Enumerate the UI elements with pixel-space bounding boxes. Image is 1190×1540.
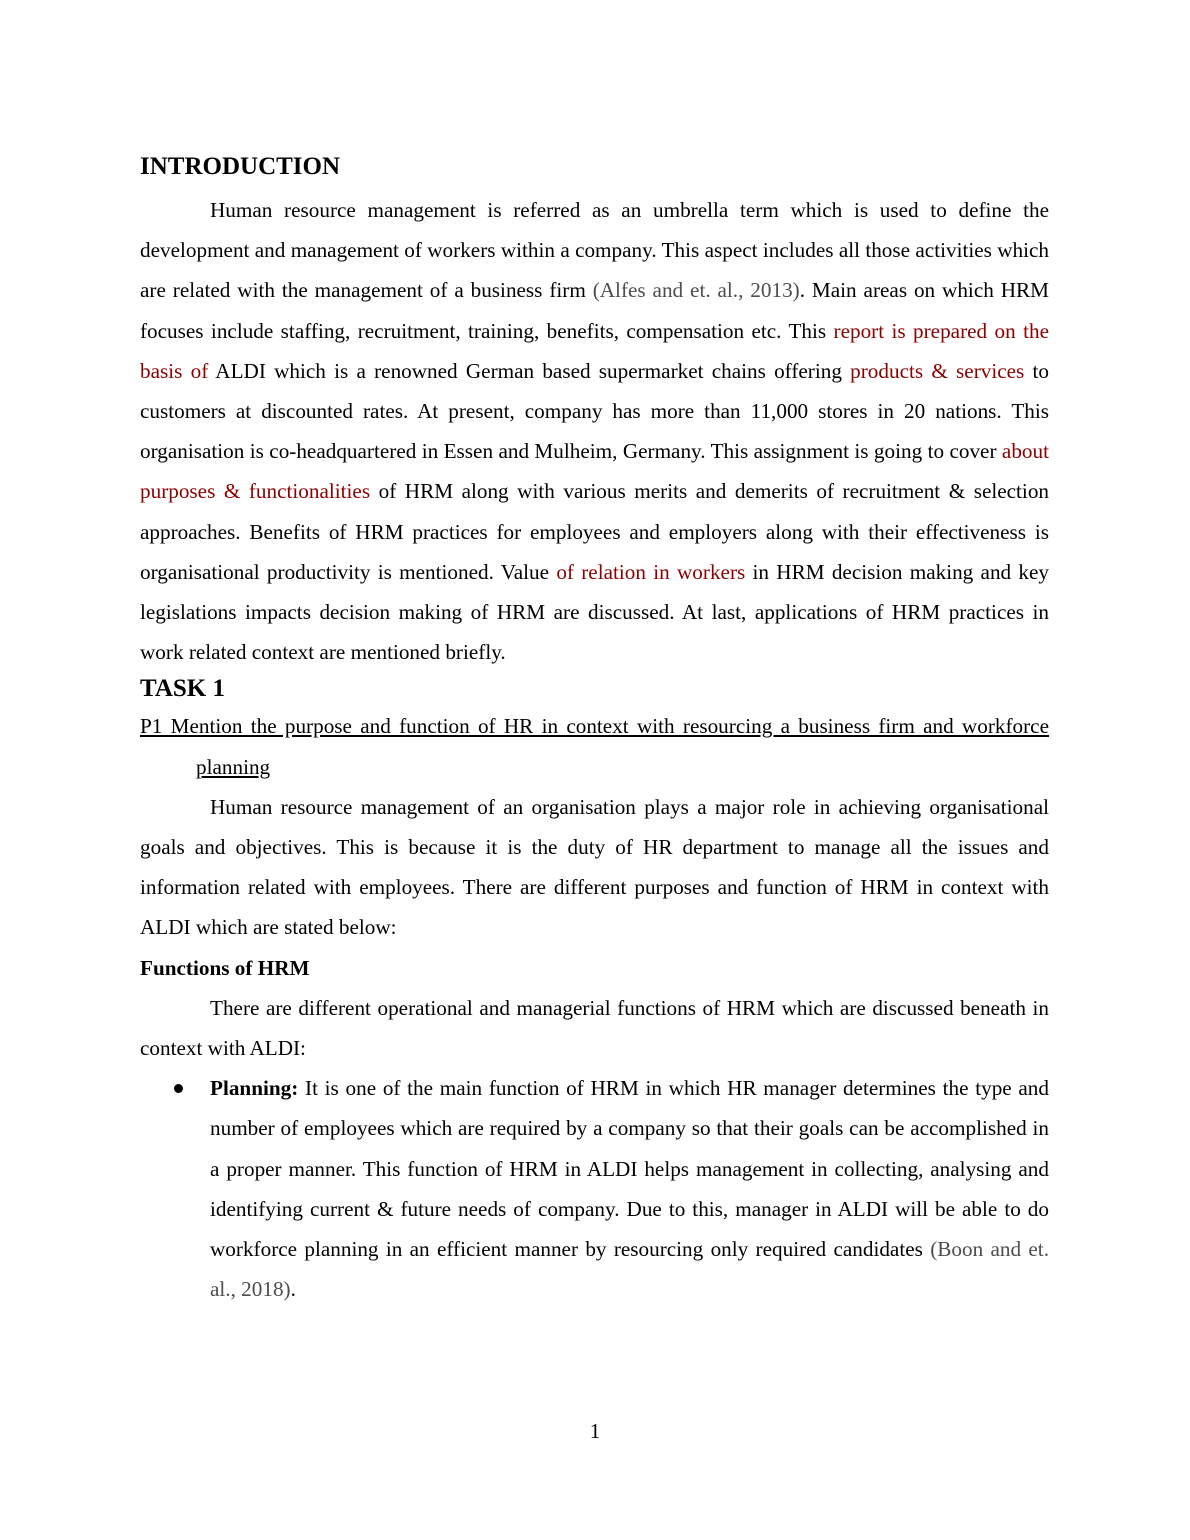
highlight-relation-workers: of relation in workers: [556, 559, 746, 584]
highlight-report-basis: report is prepared on the basis of: [140, 318, 1049, 383]
intro-text-2: . Main areas on which HRM focuses include staffing, recruitment, training, benefits, compensation etc. This: [140, 278, 1049, 343]
citation-boon: (Boon and et. al., 2018): [210, 1237, 1049, 1302]
planning-text: It is one of the main function of HRM in which HR manager determines the type and number of employees which are required by a company so that their goals can be accomplished in a proper manner. This function of HRM in ALDI helps management in collecting, analysing and identifying current & future needs of company. Due to this, manager in ALDI will be able to do workforce planning in an efficient manner by resourcing only required candidates: [210, 1076, 1049, 1262]
citation-alfes: (Alfes and et. al., 2013): [592, 278, 800, 303]
intro-text-1: Human resource management is referred as an umbrella term which is used to define the development and management of workers within a company. This aspect includes all those activities which are related with the management of a business firm: [140, 198, 1049, 303]
intro-text-5: of HRM along with various merits and demerits of recruitment & selection approaches. Benefits of HRM practices for employees and employers along with their effectiveness is organisational productivity is mentioned. Value: [140, 479, 1050, 584]
page-number: 1: [589, 1419, 601, 1443]
bullet-icon: [174, 1084, 183, 1093]
planning-label: Planning:: [210, 1076, 299, 1101]
introduction-heading: INTRODUCTION: [140, 153, 341, 180]
introduction-paragraph: [140, 190, 1049, 672]
intro-text-6: in HRM decision making and key legislations impacts decision making of HRM are discussed. At last, applications of HRM practices in work related context are mentioned briefly.: [140, 559, 1049, 665]
intro-text-3: ALDI which is a renowned German based supermarket chains offering: [208, 358, 851, 383]
planning-end: .: [290, 1277, 296, 1302]
highlight-products-services: products & services: [850, 358, 1025, 383]
list-item-planning: [140, 1068, 1049, 1309]
functions-paragraph: There are different operational and managerial functions of HRM which are discussed beneath in context with ALDI:: [140, 995, 1049, 1061]
task1-paragraph: Human resource management of an organisation plays a major role in achieving organisational goals and objectives. This is because it is the duty of HR department to manage all the issues and information related with employees. There are different purposes and function of HRM in context with ALDI which are stated below:: [140, 794, 1049, 940]
intro-text-4: to customers at discounted rates. At present, company has more than 11,000 stores in 20 nations. This organisation is co-headquartered in Essen and Mulheim, Germany. This assignment is going to cover: [140, 358, 1049, 464]
functions-heading: Functions of HRM: [140, 955, 310, 980]
task1-heading: TASK 1: [140, 675, 225, 703]
document-page: [140, 150, 1049, 1309]
highlight-purposes-functionalities: about purposes & functionalities: [140, 439, 1049, 504]
task1-question: P1 Mention the purpose and function of HR in context with resourcing a business firm and workforce planning: [140, 714, 1049, 779]
functions-list: [140, 1068, 1049, 1309]
